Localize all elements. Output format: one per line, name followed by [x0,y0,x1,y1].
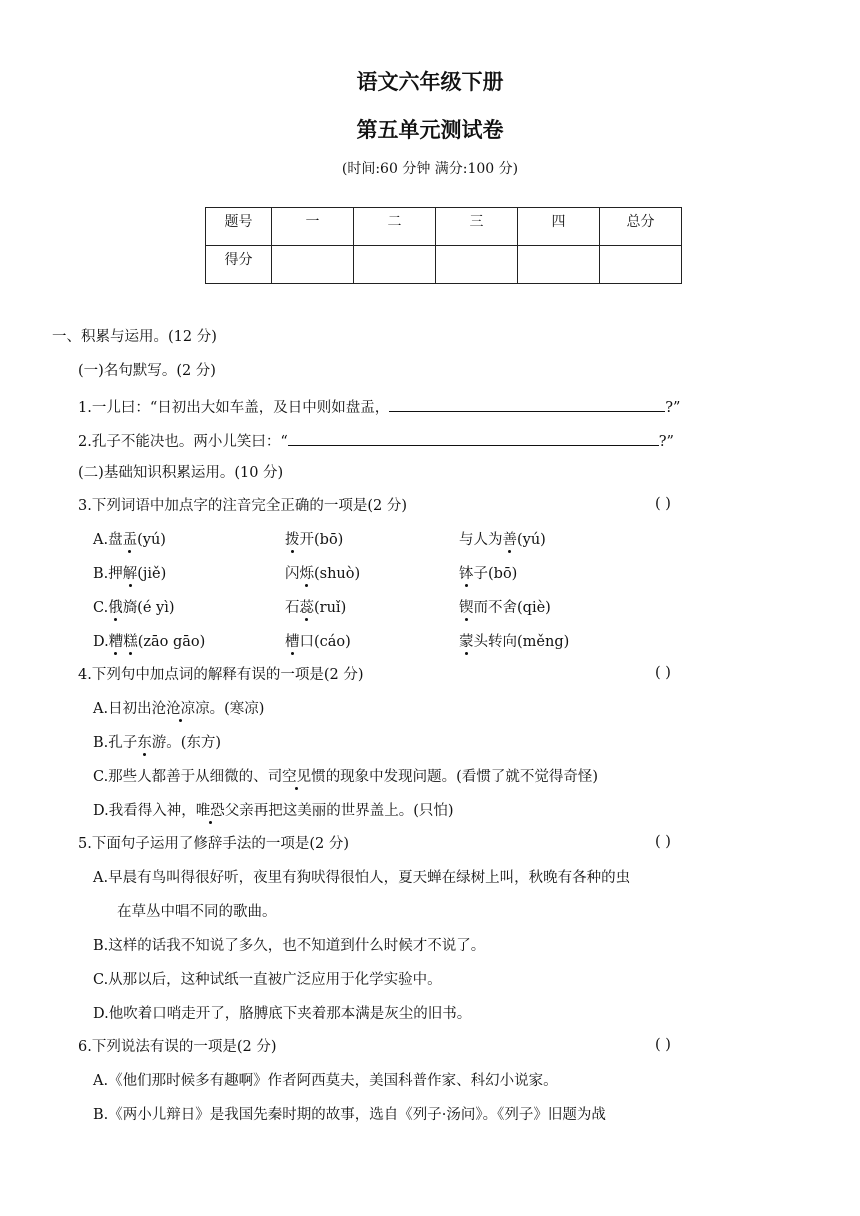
option-c: C.从那以后，这种试纸一直被广泛应用于化学实验中。 [93,972,442,988]
option-a: A.《他们那时候多有趣啊》作者阿西莫夫，美国科普作家、科幻小说家。 [93,1073,558,1089]
question-6-stem: 6.下列说法有误的一项是(2 分) [78,1039,277,1055]
score-input-cell[interactable] [436,246,518,284]
question-5-stem: 5.下面句子运用了修辞手法的一项是(2 分) [78,836,349,852]
exam-title: 语文六年级下册 [356,69,504,94]
option-d: D.我看得入神，唯恐父亲再把这美丽的世界盖上。(只怕) [93,803,454,819]
question-1: 1.一儿曰：“日初出大如车盖，及日中则如盘盂， ?” [78,395,680,418]
score-input-cell[interactable] [600,246,682,284]
table-row [206,246,682,284]
option-c: C.那些人都善于从细微的、司空见惯的现象中发现问题。(看惯了就不觉得奇怪) [93,769,598,785]
table-cell: 总分 [600,208,682,246]
option-b: B.这样的话我不知说了多久，也不知道到什么时候才不说了。 [93,938,486,954]
part-heading: (一)名句默写。(2 分) [78,363,216,379]
option-a-continued: 在草丛中唱不同的歌曲。 [117,904,277,920]
score-table [205,207,682,284]
score-input-cell[interactable] [272,246,354,284]
option-a: A.早晨有鸟叫得很好听，夜里有狗吠得很怕人，夏天蝉在绿树上叫，秋晚有各种的虫 [93,870,631,886]
answer-paren[interactable]: ( ) [655,665,671,681]
question-3-stem: 3.下列词语中加点字的注音完全正确的一项是(2 分) [78,498,407,514]
answer-paren[interactable]: ( ) [655,834,671,850]
option-d: D.糟糕(zāo gāo) 槽口(cáo) 蒙头转向(měng) [93,634,570,650]
option-b: B.《两小儿辩日》是我国先秦时期的故事，选自《列子·汤问》。《列子》旧题为战 [93,1107,606,1123]
table-cell: 三 [436,208,518,246]
part-heading: (二)基础知识积累运用。(10 分) [78,465,284,481]
table-cell: 得分 [206,246,272,284]
option-c: C.俄旖(é yì) 石蕊(ruǐ) 锲而不舍(qiè) [93,600,551,616]
option-a: A.日初出沧沧凉凉。(寒凉) [93,701,265,717]
option-d: D.他吹着口哨走开了，胳膊底下夹着那本满是灰尘的旧书。 [93,1006,472,1022]
score-input-cell[interactable] [518,246,600,284]
section-heading: 一、积累与运用。(12 分) [52,329,217,345]
table-cell: 四 [518,208,600,246]
answer-blank[interactable] [389,395,665,412]
question-2: 2.孔子不能决也。两小儿笑曰：“ ?” [78,429,674,452]
table-row [206,208,682,246]
option-a: A.盘盂(yú) 拨开(bō) 与人为善(yú) [93,532,546,548]
exam-time-score: (时间:60 分钟 满分:100 分) [341,161,519,177]
table-cell: 二 [354,208,436,246]
answer-paren[interactable]: ( ) [655,496,671,512]
table-cell: 题号 [206,208,272,246]
score-input-cell[interactable] [354,246,436,284]
table-cell: 一 [272,208,354,246]
answer-blank[interactable] [288,429,659,446]
option-b: B.孔子东游。(东方) [93,735,222,751]
question-4-stem: 4.下列句中加点词的解释有误的一项是(2 分) [78,667,364,683]
answer-paren[interactable]: ( ) [655,1037,671,1053]
option-b: B.押解(jiě) 闪烁(shuò) 钵子(bō) [93,566,518,582]
exam-subtitle: 第五单元测试卷 [356,117,504,142]
